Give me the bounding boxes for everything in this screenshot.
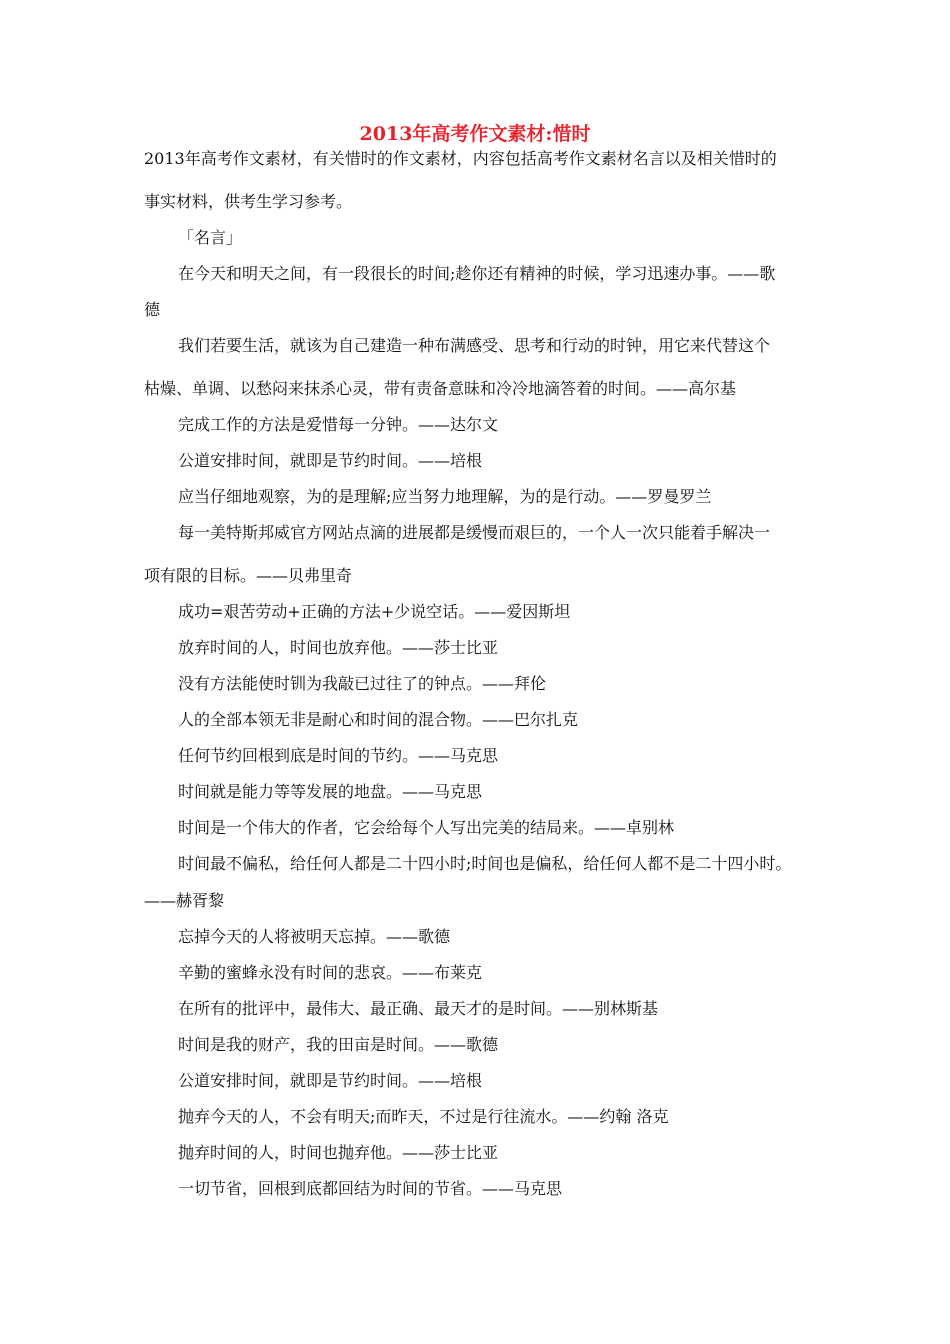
- intro-line: 事实材料，供考生学习参考。: [144, 192, 353, 211]
- quote-line: 每一美特斯邦威官方网站点滴的进展都是缓慢而艰巨的，一个人一次只能着手解决一: [178, 523, 771, 542]
- quote-line: 放弃时间的人，时间也放弃他。——莎士比亚: [178, 638, 499, 657]
- quote-line: 一切节省，回根到底都回结为时间的节省。——马克思: [178, 1179, 563, 1198]
- quote-line: 忘掉今天的人将被明天忘掉。——歌德: [178, 927, 451, 946]
- quote-line: 公道安排时间，就即是节约时间。——培根: [178, 1071, 483, 1090]
- document-title: 2013年高考作文素材:惜时: [359, 123, 591, 145]
- quote-line: 项有限的目标。——贝弗里奇: [144, 566, 353, 585]
- quote-line: 我们若要生活，就该为自己建造一种布满感受、思考和行动的时钟，用它来代替这个: [178, 336, 771, 355]
- quote-line: 抛弃时间的人，时间也抛弃他。——莎士比亚: [178, 1143, 499, 1162]
- quote-line: 时间是一个伟大的作者，它会给每个人写出完美的结局来。——卓别林: [178, 818, 675, 837]
- section-heading: 「名言」: [178, 228, 243, 247]
- quote-line: 任何节约回根到底是时间的节约。——马克思: [178, 746, 499, 765]
- quote-line: 成功=艰苦劳动+正确的方法+少说空话。——爱因斯坦: [178, 602, 571, 621]
- quote-line: ——赫胥黎: [144, 891, 225, 910]
- quote-line: 辛勤的蜜蜂永没有时间的悲哀。——布莱克: [178, 963, 483, 982]
- quote-line: 抛弃今天的人，不会有明天;而昨天，不过是行往流水。——约翰 洛克: [178, 1107, 669, 1126]
- quote-line: 德: [144, 300, 161, 319]
- quote-line: 枯燥、单调、以愁闷来抹杀心灵，带有责备意昧和冷冷地滴答着的时间。——高尔基: [144, 379, 737, 398]
- quote-line: 在今天和明天之间，有一段很长的时间;趁你还有精神的时候，学习迅速办事。——歌: [178, 264, 776, 283]
- quote-line: 时间就是能力等等发展的地盘。——马克思: [178, 782, 483, 801]
- quote-line: 在所有的批评中，最伟大、最正确、最天才的是时间。——别林斯基: [178, 999, 659, 1018]
- intro-line: 2013年高考作文素材，有关惜时的作文素材，内容包括高考作文素材名言以及相关惜时的: [144, 149, 777, 168]
- quote-line: 时间最不偏私，给任何人都是二十四小时;时间也是偏私，给任何人都不是二十四小时。: [178, 854, 792, 873]
- quote-line: 没有方法能使时钏为我敲已过往了的钟点。——拜伦: [178, 674, 547, 693]
- quote-line: 应当仔细地观察，为的是理解;应当努力地理解，为的是行动。——罗曼罗兰: [178, 487, 712, 506]
- document-body: [144, 148, 824, 1200]
- quote-line: 公道安排时间，就即是节约时间。——培根: [178, 451, 483, 470]
- quote-line: 时间是我的财产，我的田亩是时间。——歌德: [178, 1035, 499, 1054]
- quote-line: 人的全部本领无非是耐心和时间的混合物。——巴尔扎克: [178, 710, 579, 729]
- quote-line: 完成工作的方法是爱惜每一分钟。——达尔文: [178, 415, 499, 434]
